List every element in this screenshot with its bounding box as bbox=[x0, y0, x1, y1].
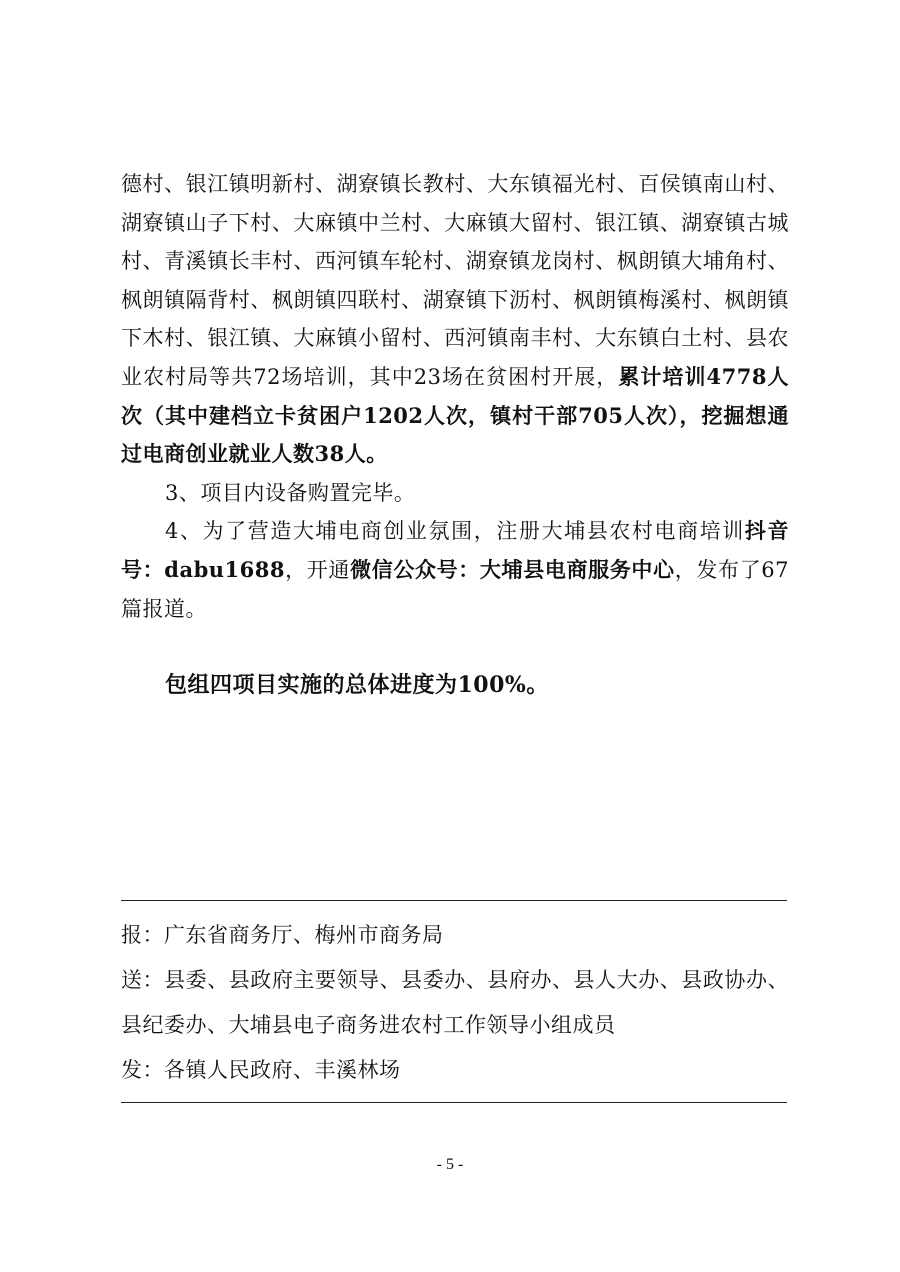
training-paragraph bbox=[121, 165, 789, 474]
distribution-bottom-rule bbox=[121, 1102, 787, 1103]
issue-to-line: 发：各镇人民政府、丰溪林场 bbox=[121, 1058, 401, 1082]
report-to-line: 报：广东省商务厅、梅州市商务局 bbox=[121, 923, 444, 947]
distribution-list bbox=[121, 913, 789, 1093]
equipment-item: 3、项目内设备购置完毕。 bbox=[165, 480, 416, 505]
progress-summary: 包组四项目实施的总体进度为100%。 bbox=[165, 672, 549, 698]
body-text bbox=[121, 165, 789, 628]
distribution-top-rule bbox=[121, 900, 787, 901]
training-locations-text: 德村、银江镇明新村、湖寮镇长教村、大东镇福光村、百侯镇南山村、湖寮镇山子下村、大麻镇中兰村、大麻镇大留村、银江镇、湖寮镇古城村、青溪镇长丰村、西河镇车轮村、湖寮镇龙岗村、枫朗镇大埔角村、枫朗镇隔背村、枫朗镇四联村、湖寮镇下沥村、枫朗镇梅溪村、枫朗镇下木村、银江镇、大麻镇小留村、西河镇南丰村、大东镇白土村、县农业农村局等共72场培训，其中23场在贫困村开展， bbox=[121, 172, 789, 389]
training-totals-text: 累计培训4778人次（其中建档立卡贫困户1202人次，镇村干部705人次），挖掘想通过电商创业就业人数38人。 bbox=[121, 363, 789, 467]
promotion-tail-text: ，发布了67篇报道。 bbox=[121, 557, 789, 621]
page-number: - 5 - bbox=[436, 1156, 464, 1173]
promotion-item bbox=[121, 512, 789, 628]
promotion-intro-text: 4、为了营造大埔电商创业氛围，注册大埔县农村电商培训 bbox=[165, 519, 745, 544]
wechat-account-text: 微信公众号：大埔县电商服务中心 bbox=[350, 556, 675, 582]
douyin-account-text: 抖音号：dabu1688 bbox=[121, 518, 790, 582]
promotion-connector-text: ，开通 bbox=[284, 557, 351, 582]
send-to-line: 送：县委、县政府主要领导、县委办、县府办、县人大办、县政协办、县纪委办、大埔县电子商务进农村工作领导小组成员 bbox=[121, 968, 789, 1037]
